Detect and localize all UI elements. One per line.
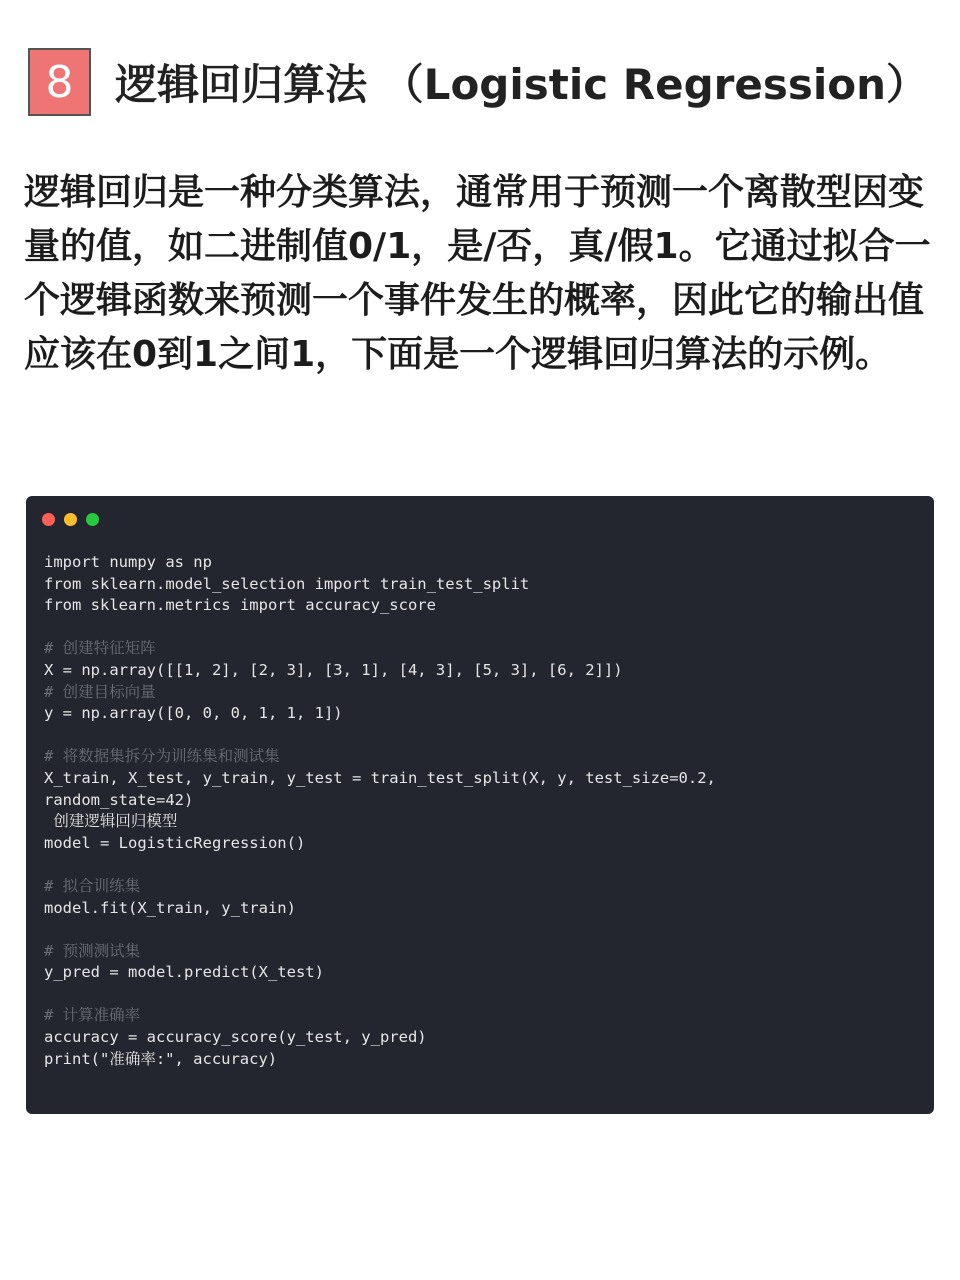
intro-paragraph: 逻辑回归是一种分类算法，通常用于预测一个离散型因变量的值，如二进制值0/1，是/否，真/假1。它通过拟合一个逻辑函数来预测一个事件发生的概率，因此它的输出值应该在0到1之间1，下面是一个逻辑回归算法的示例。 xyxy=(24,172,931,375)
code-comment-fit: # 拟合训练集 xyxy=(44,876,141,895)
code-line-import-split: from sklearn.model_selection import train_test_split xyxy=(44,574,530,593)
code-line-import-numpy: import numpy as np xyxy=(44,553,212,571)
code-block xyxy=(44,552,716,1070)
code-line-random-state: random_state=42) xyxy=(44,790,194,809)
section-number-badge: 8 xyxy=(28,48,91,116)
code-line-predict: y_pred = model.predict(X_test) xyxy=(44,963,324,982)
section-header xyxy=(28,46,928,118)
code-line-import-metrics: from sklearn.metrics import accuracy_score xyxy=(44,596,436,615)
code-comment-feature-matrix: # 创建特征矩阵 xyxy=(44,639,156,658)
code-comment-accuracy: # 计算准确率 xyxy=(44,1006,141,1025)
window-controls xyxy=(42,513,99,526)
code-line-y-array: y = np.array([0, 0, 0, 1, 1, 1]) xyxy=(44,704,343,723)
code-window xyxy=(26,496,934,1114)
code-line-split-call: X_train, X_test, y_train, y_test = train_test_split(X, y, test_size=0.2, xyxy=(44,768,716,787)
code-line-fit: model.fit(X_train, y_train) xyxy=(44,898,296,917)
code-line-blank xyxy=(44,617,716,639)
code-comment-predict: # 预测测试集 xyxy=(44,941,141,960)
code-line-accuracy: accuracy = accuracy_score(y_test, y_pred) xyxy=(44,1028,427,1047)
code-line-x-array: X = np.array([[1, 2], [2, 3], [3, 1], [4, 3], [5, 3], [6, 2]]) xyxy=(44,660,623,679)
code-line-blank xyxy=(44,919,716,941)
maximize-dot-icon xyxy=(86,513,99,526)
code-line-blank xyxy=(44,725,716,747)
code-line-blank xyxy=(44,984,716,1006)
code-line-print: print("准确率:", accuracy) xyxy=(44,1049,278,1068)
section-title: 逻辑回归算法 （Logistic Regression） xyxy=(115,60,928,109)
code-comment-split: # 将数据集拆分为训练集和测试集 xyxy=(44,747,280,766)
close-dot-icon xyxy=(42,513,55,526)
code-comment-create-model: 创建逻辑回归模型 xyxy=(44,812,178,831)
code-line-model: model = LogisticRegression() xyxy=(44,833,306,852)
code-comment-target-vector: # 创建目标向量 xyxy=(44,682,156,701)
minimize-dot-icon xyxy=(64,513,77,526)
code-line-blank xyxy=(44,854,716,876)
